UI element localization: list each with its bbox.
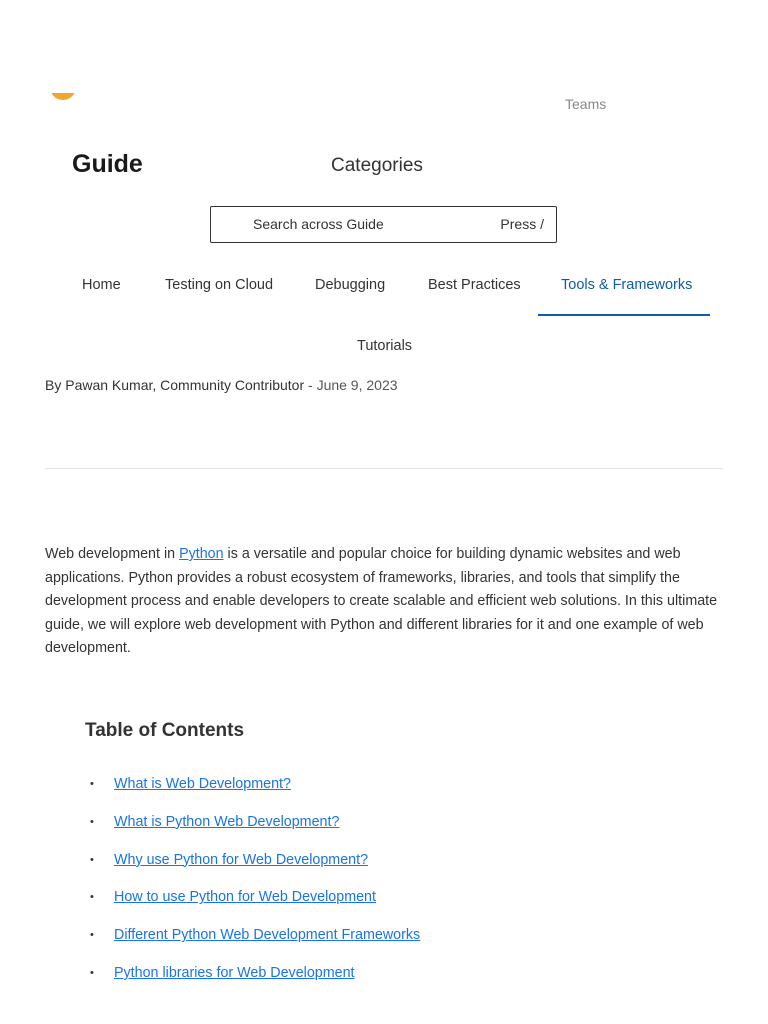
toc-link-how-to-use-python[interactable]: How to use Python for Web Development — [114, 889, 376, 906]
search-shortcut-hint: Press / — [500, 216, 544, 232]
table-of-contents — [90, 776, 420, 1003]
byline-author: By Pawan Kumar, Community Contributor — [45, 377, 305, 393]
nav-item-debugging[interactable]: Debugging — [315, 277, 386, 293]
nav-item-tools-frameworks[interactable]: Tools & Frameworks — [561, 277, 693, 293]
toc-link-what-is-web-development[interactable]: What is Web Development? — [114, 776, 291, 792]
divider — [45, 468, 723, 469]
categories-menu[interactable]: Categories — [331, 155, 423, 176]
bullet: • — [90, 853, 94, 866]
article-intro — [45, 543, 725, 661]
nav-item-best-practices[interactable]: Best Practices — [428, 277, 521, 293]
search-placeholder: Search across Guide — [253, 216, 384, 232]
nav-item-tutorials[interactable]: Tutorials — [357, 338, 413, 354]
site-title[interactable]: Guide — [72, 150, 143, 178]
byline-separator: - — [304, 377, 317, 393]
search-input[interactable] — [210, 206, 557, 243]
python-link[interactable]: Python — [179, 546, 224, 562]
toc-link-why-use-python[interactable]: Why use Python for Web Development? — [114, 851, 369, 868]
toc-link-libraries[interactable]: Python libraries for Web Development — [114, 964, 355, 981]
intro-text-rest: is a versatile and popular choice for building dynamic websites and web applications. Python provides a robust ecosystem of frameworks, libraries, and tools that simplify the development process and enable developers to create scalable and efficient web solutions. In this ultimate guide, we will explore web development with Python and different libraries for it and one example of web development. — [45, 546, 718, 656]
toc-item — [90, 889, 420, 927]
intro-text-start: Web development in — [45, 546, 180, 562]
bullet: • — [90, 929, 94, 942]
toc-link-what-is-python-web-development[interactable]: What is Python Web Development? — [114, 813, 340, 830]
bullet: • — [90, 891, 94, 904]
toc-item — [90, 814, 420, 852]
toc-item — [90, 927, 420, 965]
toc-item — [90, 852, 420, 890]
toc-title: Table of Contents — [85, 720, 245, 741]
toc-link-frameworks[interactable]: Different Python Web Development Frameworks — [114, 927, 421, 944]
teams-link[interactable]: Teams — [565, 96, 607, 112]
bullet: • — [90, 815, 94, 828]
bullet: • — [90, 966, 94, 979]
bullet: • — [90, 778, 94, 790]
logo-icon — [50, 80, 76, 100]
site-logo[interactable] — [50, 80, 76, 100]
toc-item — [90, 776, 420, 814]
nav-item-testing-on-cloud[interactable]: Testing on Cloud — [165, 277, 274, 293]
active-tab-indicator — [538, 314, 710, 316]
article-byline — [45, 377, 398, 393]
toc-item — [90, 965, 420, 1003]
nav-item-home[interactable]: Home — [82, 277, 121, 293]
byline-date: June 9, 2023 — [316, 377, 398, 393]
